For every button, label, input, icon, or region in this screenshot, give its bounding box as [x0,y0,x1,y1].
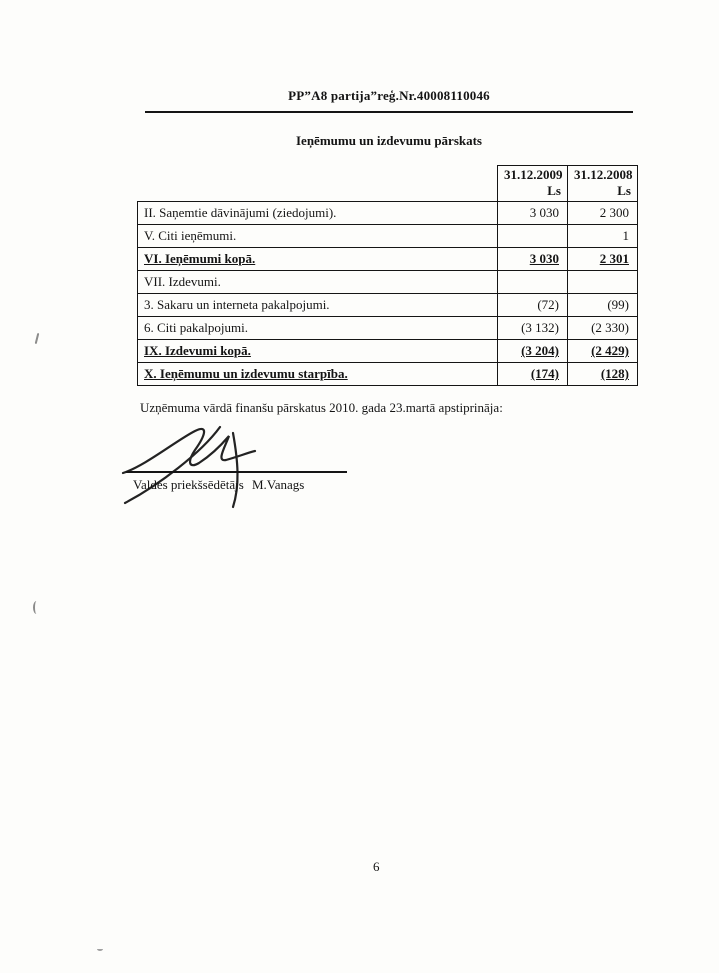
row-label: VII. Izdevumi. [138,271,498,294]
page-title: Ieņēmumu un izdevumu pārskats [295,133,482,148]
value-2009: (3 204) [498,340,568,363]
table-row-total-expenses [138,340,638,363]
row-label: VI. Ieņēmumi kopā. [138,248,498,271]
page-number: 6 [373,859,380,874]
handwritten-signature [115,423,365,513]
document-header: PP”A8 partija”reģ.Nr.40008110046 [145,88,633,113]
value-2008: (2 429) [568,340,638,363]
table-header-row [138,166,638,202]
signatory-name: M.Vanags [252,477,305,492]
table-row [138,202,638,225]
income-expense-table [137,165,638,386]
value-2008: (128) [568,363,638,386]
table-row-total-income [138,248,638,271]
column-header-2008 [568,166,638,202]
value-2008: 1 [568,225,638,248]
blank-header-cell [138,166,498,202]
scan-artifact [35,333,40,344]
row-label: V. Citi ieņēmumi. [138,225,498,248]
value-2008: 2 300 [568,202,638,225]
scan-artifact [33,601,40,614]
row-label: II. Saņemtie dāvinājumi (ziedojumi). [138,202,498,225]
table-row [138,317,638,340]
value-2008: (2 330) [568,317,638,340]
table-row-net-difference [138,363,638,386]
value-2009: (174) [498,363,568,386]
value-2008: 2 301 [568,248,638,271]
row-label: 6. Citi pakalpojumi. [138,317,498,340]
table-row [138,225,638,248]
table-row [138,271,638,294]
column-date: 31.12.2009 [504,167,563,182]
value-2008: (99) [568,294,638,317]
column-unit: Ls [617,183,631,198]
value-2008 [568,271,638,294]
table-row [138,294,638,317]
approval-statement: Uzņēmuma vārdā finanšu pārskatus 2010. gada 23.martā apstiprināja: [140,400,503,415]
scan-artifact [97,947,103,951]
row-label: 3. Sakaru un interneta pakalpojumi. [138,294,498,317]
column-date: 31.12.2008 [574,167,633,182]
row-label: IX. Izdevumi kopā. [138,340,498,363]
signatory-title: Valdes priekšsēdētājs [133,477,244,492]
value-2009 [498,271,568,294]
value-2009: (72) [498,294,568,317]
column-header-2009 [498,166,568,202]
value-2009 [498,225,568,248]
column-unit: Ls [547,183,561,198]
row-label: X. Ieņēmumu un izdevumu starpība. [138,363,498,386]
signature-line [126,471,347,473]
value-2009: 3 030 [498,248,568,271]
value-2009: 3 030 [498,202,568,225]
value-2009: (3 132) [498,317,568,340]
